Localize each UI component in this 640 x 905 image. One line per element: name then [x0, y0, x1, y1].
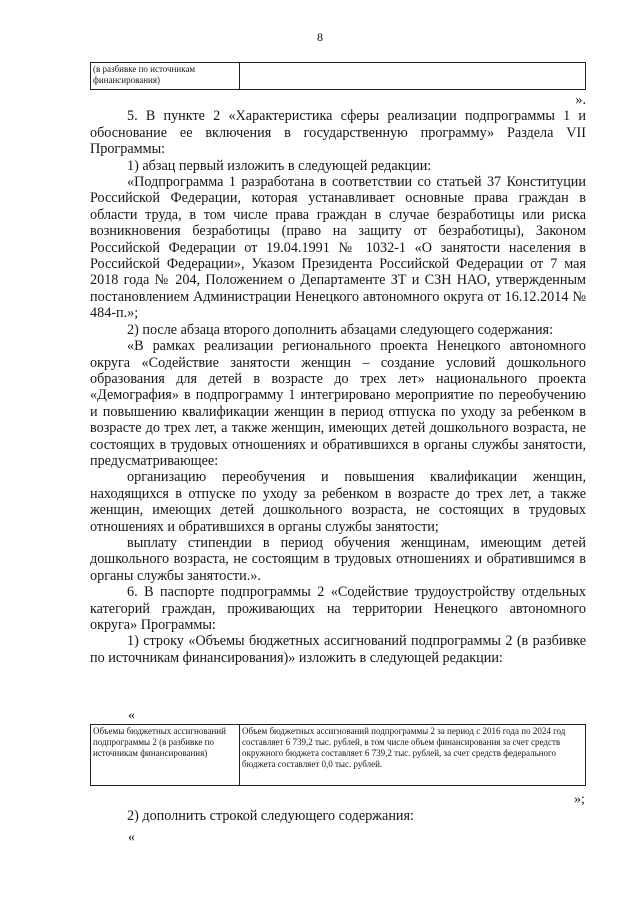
top-table-right-cell — [240, 63, 586, 90]
top-table-left-cell: (в разбивке по источникам финансирования) — [91, 63, 240, 90]
top-table-fragment — [90, 62, 586, 90]
final-open-quote: « — [128, 830, 135, 845]
budget-table-closing: »; — [574, 792, 585, 807]
budget-table — [90, 724, 586, 786]
paragraph-6-1: 1) строку «Объемы бюджетных ассигнований подпрограммы 2 (в разбивке по источникам финансирования)» изложить в следующей редакции: — [90, 633, 586, 666]
paragraph-5: 5. В пункте 2 «Характеристика сферы реализации подпрограммы 1 и обоснование ее включения в государственную программу» Раздела VII Программы: — [90, 108, 586, 158]
top-table-closing: ». — [575, 92, 586, 108]
paragraph-6-2: 2) дополнить строкой следующего содержания: — [127, 808, 414, 824]
open-quote: « — [128, 708, 135, 723]
paragraph-6: 6. В паспорте подпрограммы 2 «Содействие трудоустройству отдельных категорий граждан, проживающих на территории Ненецкого автономного округа» Программы: — [90, 584, 586, 633]
paragraph-5-2: 2) после абзаца второго дополнить абзацами следующего содержания: — [127, 321, 554, 338]
add-row-text — [90, 808, 586, 824]
budget-table-label-cell: Объемы бюджетных ассигнований подпрограммы 2 (в разбивке по источникам финансирования) — [91, 725, 240, 786]
budget-table-value-cell: Объем бюджетных ассигнований подпрограммы 2 за период с 2016 года по 2024 год составляет 6 739,2 тыс. рублей, в том числе объем финансирования за счет средств окружного бюджета составляет 6 739,2 тыс. рублей, за счет средств федерального бюджета составляет 0,0 тыс. рублей. — [240, 725, 586, 786]
page-number: 8 — [317, 30, 323, 44]
paragraph-5-2-item-b: выплату стипендии в период обучения женщинам, имеющим детей дошкольного возраста, не состоящим в трудовых отношениях и обратившимся в органы службы занятости.». — [90, 534, 586, 584]
body-text — [90, 92, 586, 666]
paragraph-5-1: 1) абзац первый изложить в следующей редакции: — [127, 157, 432, 174]
paragraph-5-1-quote: «Подпрограмма 1 разработана в соответствии со статьей 37 Конституции Российской Федерации, которая устанавливает основные права граждан в области труда, в том числе права граждан в случае безработицы или риска возникновения безработицы (право на защиту от безработицы), Законом Российской Федерации от 19.04.1991 № 1032-1 «О занятости населения в Российской Федерации», Указом Президента Российской Федерации от 7 мая 2018 года № 204, Положением о Департаменте ЗТ и СЗН НАО, утвержденным постановлением Администрации Ненецкого автономного округа от 16.12.2014 № 484-п.»; — [90, 174, 586, 322]
paragraph-5-2-item-a: организацию переобучения и повышения квалификации женщин, находящихся в отпуске по уходу за ребенком в возрасте до трех лет, а также женщин, имеющих детей дошкольного возраста, не состоящих в трудовых отношениях и обратившихся в органы службы занятости; — [90, 469, 586, 535]
paragraph-5-2-quote: «В рамках реализации регионального проекта Ненецкого автономного округа «Содействие занятости женщин – создание условий дошкольного образования для детей в возрасте до трех лет» национального проекта «Демография» в подпрограмму 1 интегрировано мероприятие по переобучению и повышению квалификации женщин в период отпуска по уходу за ребенком в возрасте до трех лет, а также женщин, имеющих детей дошкольного возраста, не состоящих в трудовых отношениях и обратившихся в органы службы занятости, предусматривающее: — [90, 338, 586, 469]
